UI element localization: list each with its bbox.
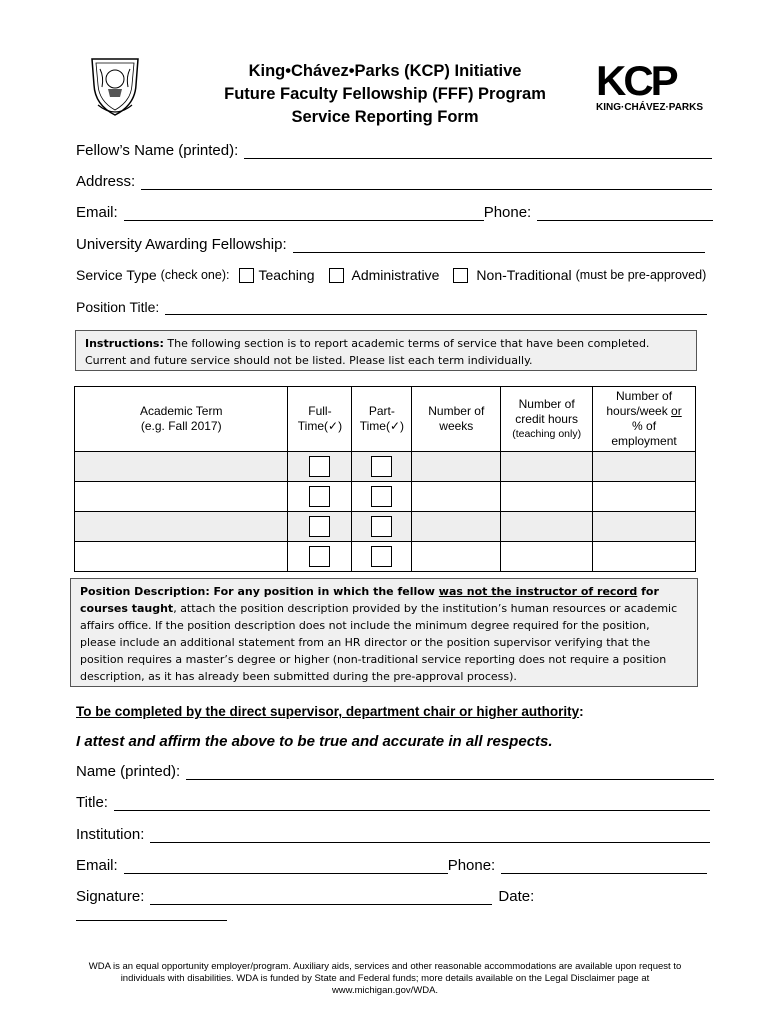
part-time-checkbox[interactable]: [371, 486, 392, 507]
full-time-cell: [288, 512, 352, 542]
supervisor-title-row: [76, 794, 710, 811]
col-weeks-line-2: weeks: [439, 419, 474, 433]
supervisor-institution-field[interactable]: [150, 828, 710, 843]
attest-statement: I attest and affirm the above to be true and accurate in all respects.: [76, 733, 553, 750]
date-label: Date:: [498, 888, 535, 905]
col-part-time: [352, 387, 412, 452]
supervisor-title-field[interactable]: [114, 796, 710, 811]
fellow-name-field[interactable]: [244, 144, 712, 159]
credits-cell[interactable]: [501, 482, 593, 512]
email-field[interactable]: [124, 206, 484, 221]
weeks-cell[interactable]: [412, 482, 501, 512]
service-type-label: Service Type: [76, 267, 157, 283]
position-title-field[interactable]: [165, 300, 707, 315]
supervisor-heading-text: To be completed by the direct supervisor, department chair or higher authority: [76, 704, 580, 719]
credits-cell[interactable]: [501, 542, 593, 572]
instructions-label: Instructions:: [85, 337, 164, 350]
supervisor-phone-field[interactable]: [501, 859, 707, 874]
col-full-line-1: Full-: [308, 404, 332, 418]
supervisor-name-row: [76, 763, 714, 780]
term-cell[interactable]: [75, 482, 288, 512]
col-weeks-line-1: Number of: [428, 404, 485, 418]
supervisor-heading-colon: :: [579, 704, 584, 719]
credits-cell[interactable]: [501, 512, 593, 542]
table-row: [75, 512, 696, 542]
instructions-text: The following section is to report academic terms of service that have been completed. Current and future service should not be listed. Please list each term individually.: [85, 337, 650, 367]
service-type-row: [76, 267, 706, 283]
credits-cell[interactable]: [501, 452, 593, 482]
col-credits-line-1: Number of: [518, 396, 575, 411]
col-term-line-1: Academic Term: [139, 404, 223, 418]
email-label: Email:: [76, 204, 118, 221]
form-title-line-1: King•Chávez•Parks (KCP) Initiative: [248, 62, 522, 80]
signature-date-row: [76, 888, 534, 905]
col-credit-hours: [501, 387, 593, 452]
full-time-checkbox[interactable]: [309, 456, 330, 477]
part-time-cell: [352, 452, 412, 482]
full-time-cell: [288, 482, 352, 512]
fellow-name-label: Fellow’s Name (printed):: [76, 142, 239, 159]
supervisor-title-label: Title:: [76, 794, 108, 811]
col-hours-line-2: [595, 404, 693, 419]
instructions-box: [75, 330, 697, 371]
part-time-cell: [352, 512, 412, 542]
position-description-box: [70, 578, 698, 687]
term-cell[interactable]: [75, 512, 288, 542]
col-full-line-2: Time(✓): [297, 419, 343, 433]
part-time-checkbox[interactable]: [371, 456, 392, 477]
state-seal-icon: [86, 55, 144, 119]
hours-cell[interactable]: [593, 542, 696, 572]
administrative-checkbox[interactable]: [329, 268, 344, 283]
phone-label: Phone:: [483, 204, 532, 221]
table-row: [75, 542, 696, 572]
form-title-line-2: Future Faculty Fellowship (FFF) Program: [224, 85, 546, 103]
address-row: [76, 173, 712, 190]
full-time-checkbox[interactable]: [309, 516, 330, 537]
full-time-checkbox[interactable]: [309, 486, 330, 507]
full-time-checkbox[interactable]: [309, 546, 330, 567]
pd-bold-1: Position Description: For any position in which the fellow: [80, 585, 439, 598]
fellow-name-row: [76, 142, 712, 159]
date-field[interactable]: [76, 919, 227, 921]
full-time-cell: [288, 452, 352, 482]
part-time-cell: [352, 482, 412, 512]
kcp-logo: [596, 57, 704, 122]
hours-cell[interactable]: [593, 512, 696, 542]
teaching-label: Teaching: [258, 267, 315, 283]
part-time-cell: [352, 542, 412, 572]
weeks-cell[interactable]: [412, 512, 501, 542]
administrative-label: Administrative: [351, 267, 440, 283]
table-row: [75, 452, 696, 482]
col-hours-line-4: employment: [611, 434, 677, 448]
col-hours-line-2b: or: [671, 404, 682, 418]
supervisor-email-label: Email:: [76, 857, 118, 874]
supervisor-institution-row: [76, 826, 710, 843]
supervisor-email-phone-row: [76, 857, 707, 874]
supervisor-name-label: Name (printed):: [76, 763, 181, 780]
footer-text: WDA is an equal opportunity employer/program. Auxiliary aids, services and other reasonable accommodations are available upon request to individuals with disabilities. WDA is funded by State and Federal funds; more details available on the Legal Disclaimer page at www.michigan.gov/WDA.: [88, 961, 682, 996]
col-credits-line-3: (teaching only): [512, 427, 582, 440]
col-hours-line-3: % of: [632, 419, 657, 433]
col-hours-line-1: Number of: [616, 389, 673, 403]
col-hours-week: [593, 387, 696, 452]
university-row: [76, 236, 705, 253]
col-credits-line-2: credit hours: [515, 411, 578, 426]
nontraditional-label: Non-Traditional: [476, 267, 572, 283]
term-cell[interactable]: [75, 452, 288, 482]
hours-cell[interactable]: [593, 452, 696, 482]
pd-bold-2: for courses taught: [80, 585, 659, 615]
kcp-logo-text: KING·CHÁVEZ·PARKS: [596, 102, 704, 113]
supervisor-name-field[interactable]: [186, 765, 714, 780]
part-time-checkbox[interactable]: [371, 516, 392, 537]
term-cell[interactable]: [75, 542, 288, 572]
service-terms-table: [74, 386, 696, 572]
pd-bold-underlined: was not the instructor of record: [438, 585, 638, 598]
kcp-logo-mark: KCP: [596, 57, 676, 104]
full-time-cell: [288, 542, 352, 572]
part-time-checkbox[interactable]: [371, 546, 392, 567]
form-title-line-3: Service Reporting Form: [291, 108, 479, 126]
pd-text: , attach the position description provided by the institution’s human resources or academic affairs office. If the position description does not include the minimum degree required for the position, please include an additional statement from an HR director or the position supervisor verifying that the position requires a master’s degree or higher (non-traditional service reporting does not require a position description, as it has already been submitted during the pre-approval process).: [80, 602, 678, 683]
col-academic-term: [75, 387, 288, 452]
col-part-line-2: Time(✓): [359, 419, 405, 433]
address-label: Address:: [76, 173, 136, 190]
university-field[interactable]: [293, 238, 705, 253]
col-full-time: [288, 387, 352, 452]
supervisor-institution-label: Institution:: [76, 826, 145, 843]
supervisor-heading: [76, 704, 584, 719]
university-label: University Awarding Fellowship:: [76, 236, 287, 253]
supervisor-email-field[interactable]: [124, 859, 448, 874]
table-header-row: [75, 387, 696, 452]
position-title-row: [76, 299, 707, 315]
col-part-line-1: Part-: [368, 404, 395, 418]
signature-field[interactable]: [150, 890, 492, 905]
col-weeks: [412, 387, 501, 452]
col-hours-line-2a: hours/week: [606, 404, 672, 418]
col-term-line-2: (e.g. Fall 2017): [140, 419, 222, 433]
phone-field[interactable]: [537, 206, 713, 221]
supervisor-phone-label: Phone:: [447, 857, 496, 874]
hours-cell[interactable]: [593, 482, 696, 512]
table-row: [75, 482, 696, 512]
weeks-cell[interactable]: [412, 452, 501, 482]
signature-label: Signature:: [76, 888, 145, 905]
nontraditional-note: (must be pre-approved): [575, 268, 707, 282]
address-field[interactable]: [141, 175, 712, 190]
nontraditional-checkbox[interactable]: [453, 268, 468, 283]
position-title-label: Position Title:: [76, 299, 160, 315]
weeks-cell[interactable]: [412, 542, 501, 572]
service-type-hint: (check one):: [160, 268, 230, 282]
email-phone-row: [76, 204, 713, 221]
teaching-checkbox[interactable]: [239, 268, 254, 283]
